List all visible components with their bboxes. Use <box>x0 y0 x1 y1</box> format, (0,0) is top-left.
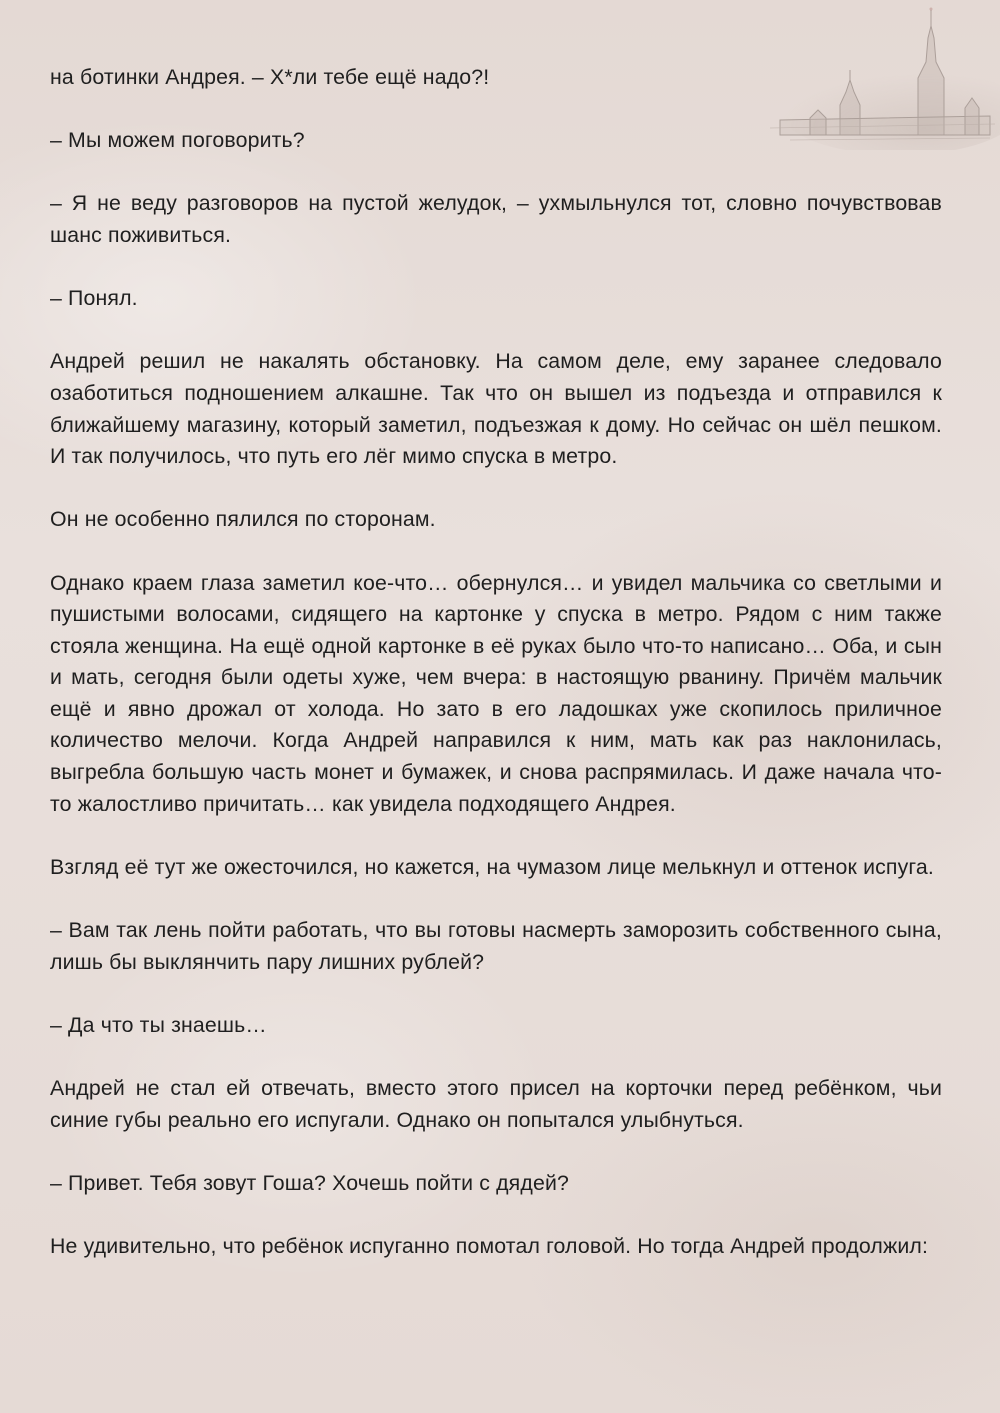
paragraph: Однако краем глаза заметил кое-что… обернулся… и увидел мальчика со светлыми и пушистыми волосами, сидящего на картонке у спуска в метро. Рядом с ним также стояла женщина. На ещё одной картонке в её руках было что-то написано… Оба, и сын и мать, сегодня были одеты хуже, чем вчера: в настоящую рванину. Причём мальчик ещё и явно дрожал от холода. Но зато в его ладошках уже скопилось приличное количество мелочи. Когда Андрей направился к ним, мать как раз наклонилась, выгребла большую часть монет и бумажек, и снова распрямилась. И даже начала что-то жалостливо причитать… как увидела подходящего Андрея. <box>50 570 942 816</box>
dialogue-line: – Мы можем поговорить? <box>50 128 305 153</box>
paragraph: на ботинки Андрея. – Х*ли тебе ещё надо?! <box>50 65 490 89</box>
page-text <box>50 62 942 1294</box>
paragraph: Андрей не стал ей отвечать, вместо этого присел на корточки перед ребёнком, чьи синие губы реально его испугали. Однако он попытался улыбнуться. <box>50 1076 942 1132</box>
dialogue-line: – Понял. <box>50 286 138 311</box>
dialogue-line: – Привет. Тебя зовут Гоша? Хочешь пойти с дядей? <box>50 1170 569 1195</box>
paragraph: Он не особенно пялился по сторонам. <box>50 507 436 532</box>
paragraph: Взгляд её тут же ожесточился, но кажется, на чумазом лице мелькнул и оттенок испуга. <box>50 854 934 879</box>
dialogue-line: – Вам так лень пойти работать, что вы готовы насмерть заморозить собственного сына, лишь бы выклянчить пару лишних рублей? <box>50 918 942 974</box>
dialogue-line: – Я не веду разговоров на пустой желудок, – ухмыльнулся тот, словно почувствовав шанс поживиться. <box>50 191 942 247</box>
paragraph: Андрей решил не накалять обстановку. На самом деле, ему заранее следовало озаботиться подношением алкашне. Так что он вышел из подъезда и отправился к ближайшему магазину, который заметил, подъезжая к дому. Но сейчас он шёл пешком. И так получилось, что путь его лёг мимо спуска в метро. <box>50 349 942 469</box>
paragraph: Не удивительно, что ребёнок испуганно помотал головой. Но тогда Андрей продолжил: <box>50 1233 929 1258</box>
dialogue-line: – Да что ты знаешь… <box>50 1012 267 1037</box>
